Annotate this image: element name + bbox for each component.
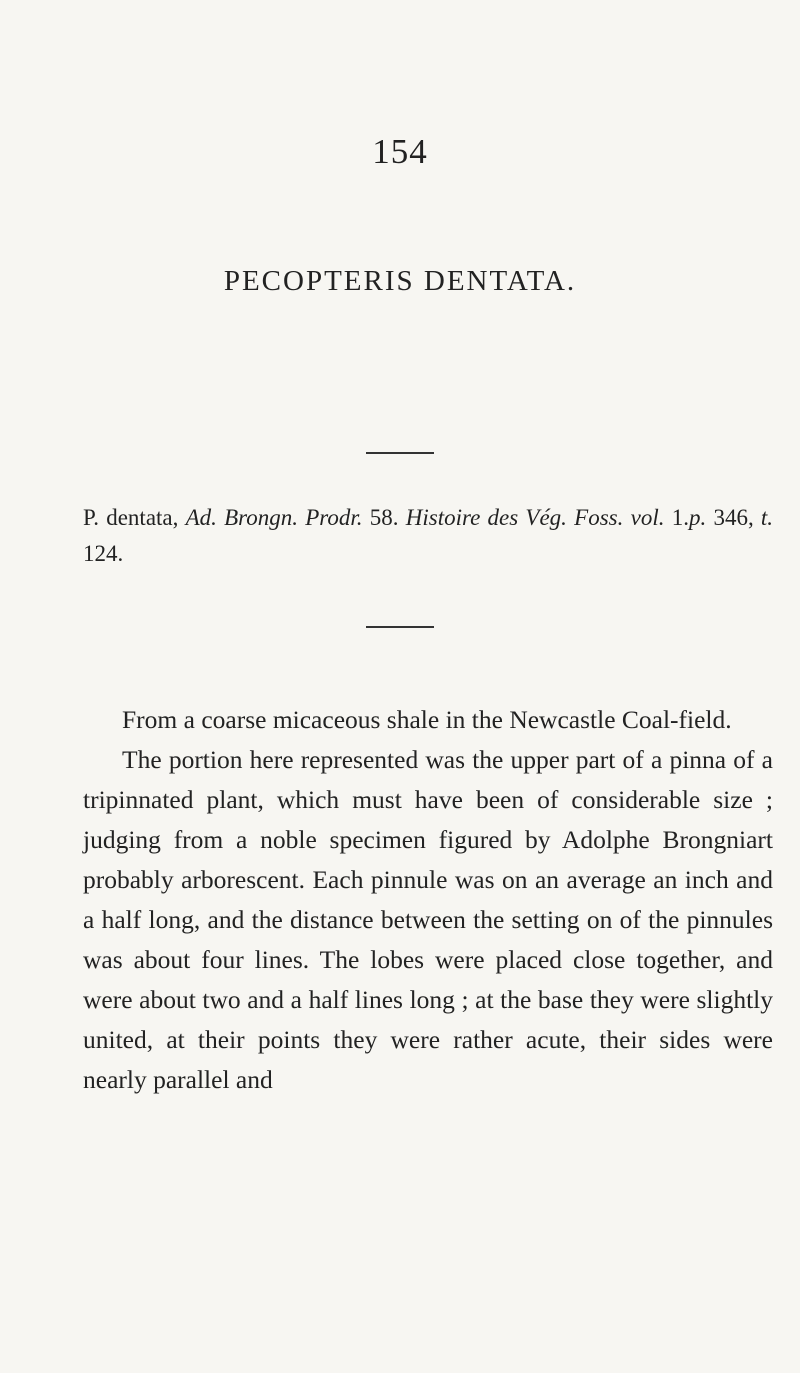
citation-p-num: 346, (713, 505, 754, 530)
page-number: 154 (372, 132, 428, 171)
page-title: PECOPTERIS DENTATA. (223, 265, 577, 297)
citation-vol-num: 1. (671, 505, 689, 530)
citation-p-label: p. (688, 505, 707, 530)
citation-t-num: 124. (83, 541, 124, 566)
citation (83, 500, 773, 572)
citation-vol-label: vol. (630, 505, 665, 530)
citation-author: Ad. Brongn. Prodr. (185, 505, 363, 530)
paragraph-2: The portion here represented was the upper part of a pinna of a tripinnated plant, which must have been of considerable size ; judging from a noble specimen figured by Adolphe Brongniart probably arborescent. Each pinnule was on an average an inch and a half long, and the distance between the setting on of the pinnules was about four lines. The lobes were placed close together, and were about two and a half lines long ; at the base they were slightly united, at their points they were rather acute, their sides were nearly parallel and (83, 745, 773, 1094)
divider-bottom (366, 626, 434, 628)
body-text (83, 700, 773, 1100)
citation-page-ref: 58. (369, 505, 399, 530)
paragraph-1: From a coarse micaceous shale in the Newcastle Coal-field. (122, 705, 732, 734)
divider-top (366, 452, 434, 454)
citation-species: P. dentata, (83, 505, 179, 530)
citation-work: Histoire des Vég. Foss. (405, 505, 624, 530)
citation-t-label: t. (760, 505, 774, 530)
